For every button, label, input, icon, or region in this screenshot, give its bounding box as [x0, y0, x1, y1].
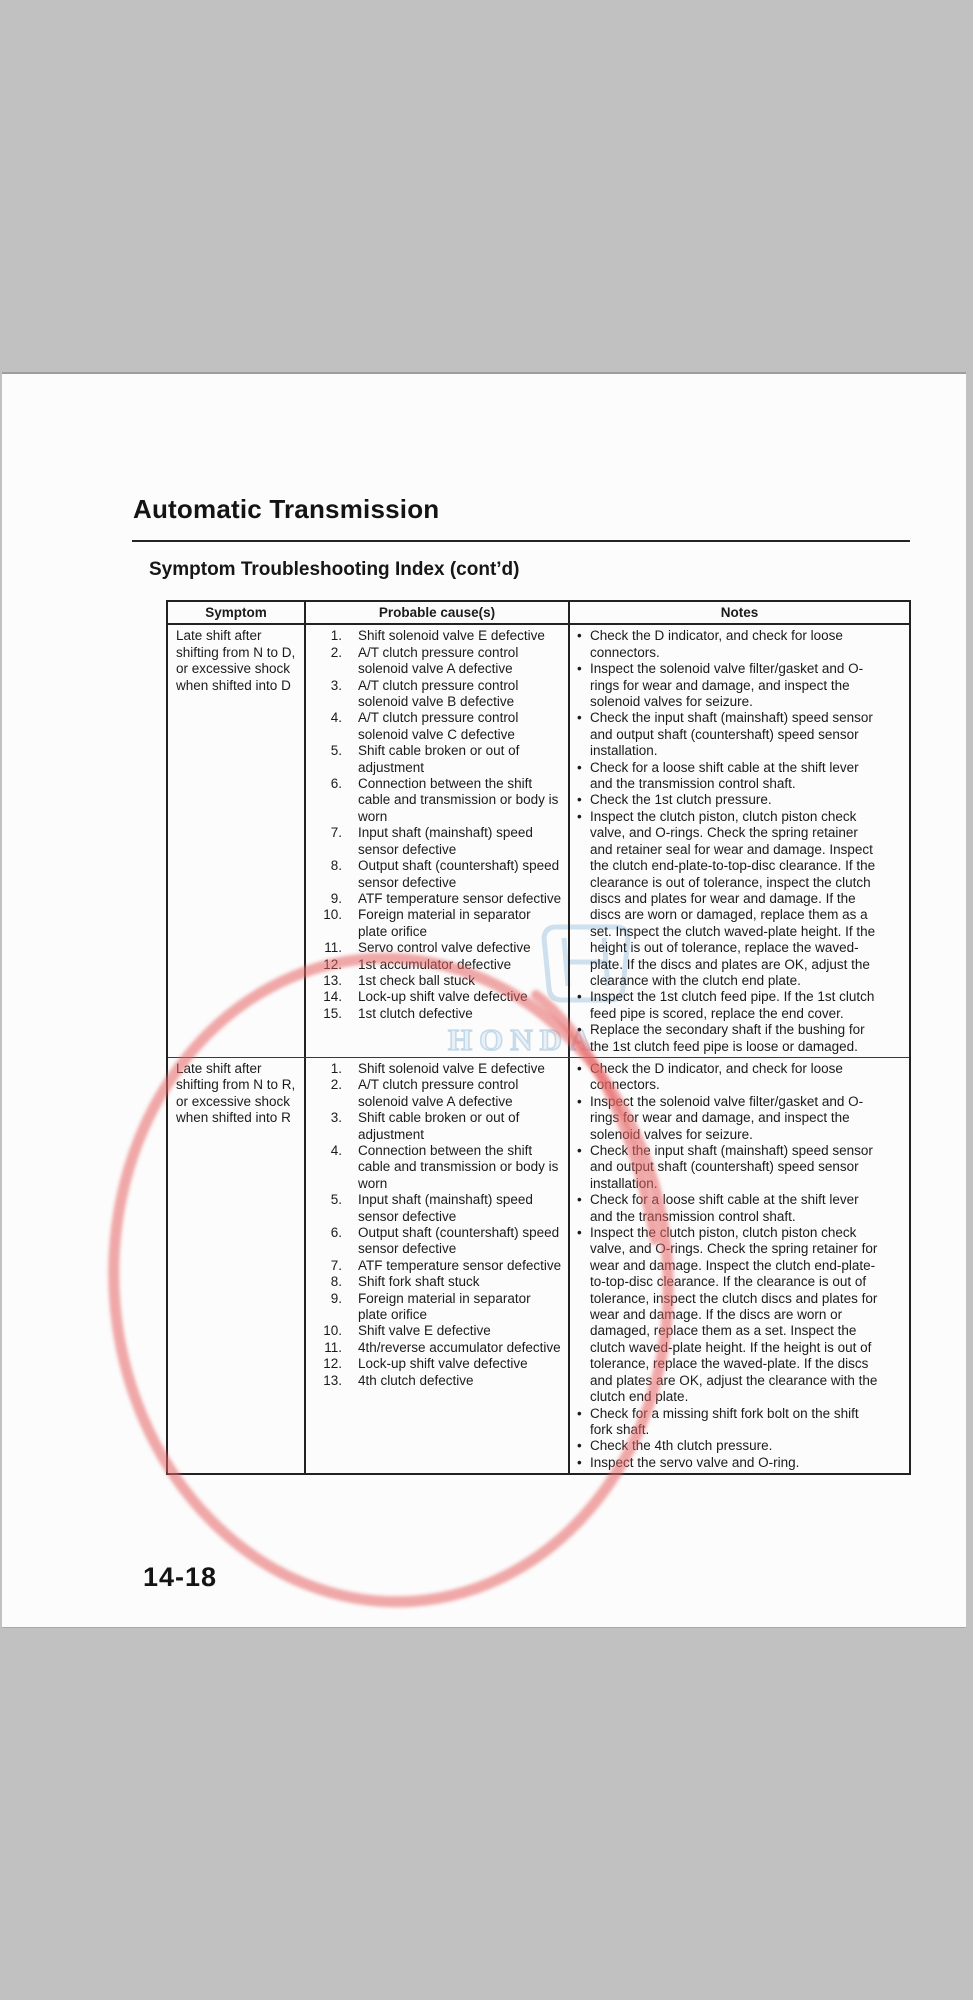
header-notes: Notes: [720, 605, 759, 620]
note-item: • Inspect the 1st clutch feed pipe. If the 1st clutch feed pipe is scored, replace the end cover.: [576, 989, 880, 1022]
cause-item: ATF temperature sensor defective: [358, 890, 562, 906]
note-item: • Inspect the solenoid valve filter/gasket and O-rings for wear and damage, and inspect the solenoid valves for seizure.: [576, 661, 880, 710]
note-item: • Check the input shaft (mainshaft) speed sensor and output shaft (countershaft) speed sensor installation.: [576, 1143, 880, 1192]
causes-cell: [306, 625, 570, 1057]
symptom-text: Late shift after shifting from N to R, or excessive shock when shifted into R: [176, 1060, 296, 1126]
cause-item: 4th/reverse accumulator defective: [358, 1339, 561, 1355]
note-item: • Replace the secondary shaft if the bushing for the 1st clutch feed pipe is loose or damaged.: [576, 1022, 880, 1055]
header-symptom: Symptom: [168, 602, 306, 623]
table-header-row: [168, 602, 909, 625]
notes-cell: [570, 625, 909, 1057]
cause-item: Servo control valve defective: [358, 940, 531, 956]
note-item: • Check the D indicator, and check for loose connectors.: [576, 1061, 880, 1094]
cause-item: 1st accumulator defective: [358, 956, 512, 972]
honda-watermark-text: HONDA: [448, 1022, 599, 1057]
table-row: [168, 1057, 909, 1473]
notes-list: [570, 1058, 909, 1473]
note-item: • Inspect the clutch piston, clutch piston check valve, and O-rings. Check the spring retainer and retainer seal for wear and damage. Inspect the clutch end-plate-to-top-disc clearance. If the clearance is out of tolerance, inspect the clutch discs and plates for wear and damage. If the discs are worn or damaged, replace them as a set. Inspect the clutch waved-plate height. If the height is out of tolerance, replace the waved-plate. If the discs and plates are OK, adjust the clearance with the clutch end plate.: [576, 809, 880, 989]
causes-list: [306, 1058, 568, 1391]
table-row: [168, 625, 909, 1057]
note-item: • Check for a loose shift cable at the shift lever and the transmission control shaft.: [576, 760, 880, 793]
note-item: • Check the 1st clutch pressure.: [576, 792, 880, 808]
cause-item: Output shaft (countershaft) speed sensor defective: [358, 1225, 560, 1257]
cause-item: Shift cable broken or out of adjustment: [358, 1110, 520, 1142]
page-number: 14-18: [143, 1562, 218, 1592]
title-rule: [132, 540, 910, 542]
symptom-cell: [168, 1058, 306, 1473]
note-item: • Check for a loose shift cable at the shift lever and the transmission control shaft.: [576, 1192, 880, 1225]
troubleshooting-table: [166, 600, 911, 1475]
symptom-text: Late shift after shifting from N to D, or excessive shock when shifted into D: [176, 628, 296, 693]
cause-item: Shift fork shaft stuck: [358, 1274, 480, 1290]
cause-item: Foreign material in separator plate orifice: [358, 1290, 531, 1323]
cause-item: ATF temperature sensor defective: [358, 1257, 562, 1273]
cause-item: A/T clutch pressure control solenoid valve A defective: [358, 644, 519, 677]
cause-item: Input shaft (mainshaft) speed sensor defective: [358, 825, 533, 857]
header-probable-causes: Probable cause(s): [306, 602, 570, 623]
symptom-cell: [168, 625, 306, 1057]
note-item: • Check for a missing shift fork bolt on the shift fork shaft.: [576, 1406, 880, 1439]
cause-item: Input shaft (mainshaft) speed sensor defective: [358, 1192, 533, 1224]
cause-item: Connection between the shift cable and transmission or body is worn: [358, 776, 559, 824]
note-item: • Check the D indicator, and check for loose connectors.: [576, 628, 880, 661]
note-item: • Inspect the servo valve and O-ring.: [576, 1455, 880, 1471]
cause-item: Shift cable broken or out of adjustment: [358, 743, 520, 775]
causes-list: [306, 625, 568, 1024]
cause-item: Output shaft (countershaft) speed sensor defective: [358, 858, 560, 890]
notes-list: [570, 625, 909, 1057]
cause-item: Connection between the shift cable and transmission or body is worn: [358, 1143, 559, 1191]
cause-item: Lock-up shift valve defective: [358, 1356, 528, 1372]
cause-item: 1st clutch defective: [358, 1005, 473, 1021]
note-item: • Inspect the clutch piston, clutch piston check valve, and O-rings. Check the spring retainer for wear and damage. Inspect the clutch end-plate-to-top-disc clearance. If the clearance is out of tolerance, inspect the clutch discs and plates for wear and damage. If the discs are worn or damaged, replace them as a set. Inspect the clutch waved-plate height. If the height is out of tolerance, replace the waved-plate. If the discs and plates are OK, adjust the clearance with the clutch end plate.: [576, 1225, 880, 1405]
cause-item: 4th clutch defective: [358, 1372, 474, 1388]
causes-cell: [306, 1058, 570, 1473]
page-title: Automatic Transmission: [133, 494, 440, 524]
section-subtitle: Symptom Troubleshooting Index (cont’d): [149, 559, 520, 580]
notes-cell: [570, 1058, 909, 1473]
cause-item: Shift solenoid valve E defective: [358, 1060, 545, 1076]
manual-page: [2, 372, 966, 1627]
cause-item: Lock-up shift valve defective: [358, 989, 528, 1005]
cause-item: A/T clutch pressure control solenoid valve A defective: [358, 1077, 519, 1109]
cause-item: Shift valve E defective: [358, 1323, 491, 1339]
note-item: • Inspect the solenoid valve filter/gasket and O-rings for wear and damage, and inspect the solenoid valves for seizure.: [576, 1094, 880, 1143]
note-item: • Check the input shaft (mainshaft) speed sensor and output shaft (countershaft) speed sensor installation.: [576, 710, 880, 759]
cause-item: 1st check ball stuck: [358, 972, 476, 988]
cause-item: A/T clutch pressure control solenoid valve B defective: [358, 677, 519, 710]
cause-item: Shift solenoid valve E defective: [358, 628, 545, 644]
cause-item: Foreign material in separator plate orifice: [358, 907, 531, 939]
note-item: • Check the 4th clutch pressure.: [576, 1438, 880, 1454]
cause-item: A/T clutch pressure control solenoid valve C defective: [358, 710, 519, 742]
